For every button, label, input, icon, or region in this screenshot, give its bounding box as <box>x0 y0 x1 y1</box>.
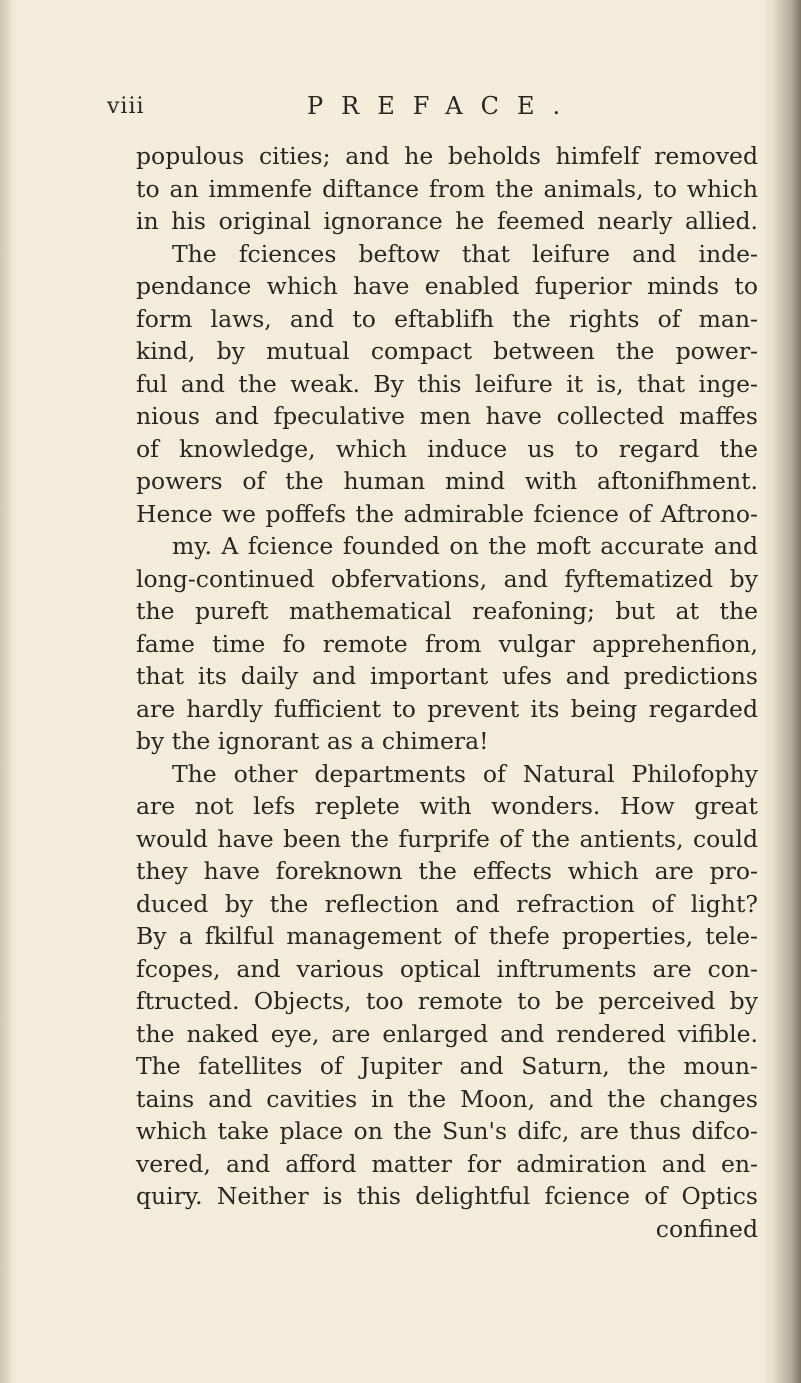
text-line: my. A fcience founded on the moft accurate and <box>172 532 758 560</box>
text-line: quiry. Neither is this delightful fcience of Optics <box>136 1182 758 1210</box>
text-line: to an immenfe diftance from the animals, to which <box>136 174 758 203</box>
text-line: kind, by mutual compact between the power- <box>136 337 758 365</box>
text-line: fame time fo remote from vulgar apprehenfion, <box>136 629 758 658</box>
text-line: of knowledge, which induce us to regard the <box>136 434 758 463</box>
page-header <box>107 92 747 126</box>
text-line: long-continued obfervations, and fyftematized by <box>136 564 758 593</box>
text-line: nious and fpeculative men have collected maffes <box>136 402 758 430</box>
text-line: vered, and afford matter for admiration and en- <box>136 1149 758 1178</box>
text-line: that its daily and important ufes and predictions <box>136 662 758 690</box>
text-line: populous cities; and he beholds himfelf removed <box>136 142 758 170</box>
text-line: fcopes, and various optical inftruments are con- <box>136 954 758 983</box>
text-line: they have foreknown the effects which are pro- <box>136 857 758 885</box>
page-number: viii <box>107 94 145 119</box>
text-line: pendance which have enabled fuperior minds to <box>136 272 758 300</box>
text-line: ftructed. Objects, too remote to be perceived by <box>136 987 758 1015</box>
text-line: would have been the furprife of the antients, could <box>136 824 758 853</box>
text-line: By a fkilful management of thefe properties, tele- <box>136 922 758 950</box>
text-line: form laws, and to eftablifh the rights of man- <box>136 304 758 333</box>
body-text <box>136 140 758 1245</box>
text-line: are not lefs replete with wonders. How great <box>136 792 758 820</box>
running-title: PREFACE. <box>307 92 579 120</box>
text-line: tains and cavities in the Moon, and the changes <box>136 1084 758 1113</box>
text-line: The fatellites of Jupiter and Saturn, the moun- <box>136 1052 758 1080</box>
text-line: are hardly fufficient to prevent its being regarded <box>136 694 758 723</box>
text-line: the pureft mathematical reafoning; but at the <box>136 597 758 625</box>
text-line: The other departments of Natural Philofophy <box>172 759 758 788</box>
text-line: ful and the weak. By this leifure it is, that inge- <box>136 369 758 398</box>
text-line: The fciences beftow that leifure and inde- <box>172 239 758 268</box>
catchword: confined <box>655 1214 758 1243</box>
text-line: the naked eye, are enlarged and rendered vifible. <box>136 1019 758 1048</box>
page-left-edge-shadow <box>0 0 18 1383</box>
text-line: which take place on the Sun's difc, are thus difco- <box>136 1117 758 1145</box>
text-line: Hence we poffefs the admirable fcience of Aftrono- <box>136 499 758 528</box>
text-line: duced by the reflection and refraction of light? <box>136 889 758 918</box>
text-line: by the ignorant as a chimera! <box>136 727 489 755</box>
page-right-edge-shadow <box>763 0 801 1383</box>
text-line: powers of the human mind with aftonifhment. <box>136 467 758 495</box>
text-line: in his original ignorance he feemed nearly allied. <box>136 207 758 235</box>
